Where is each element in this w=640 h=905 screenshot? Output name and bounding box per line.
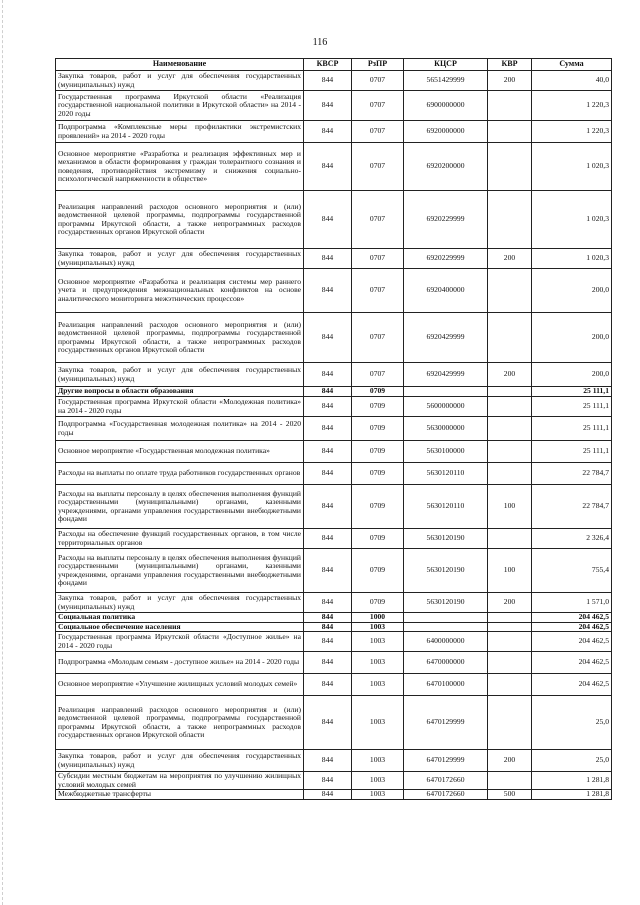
cell-sum: 204 462,5 bbox=[532, 613, 612, 623]
cell-kvsr: 844 bbox=[304, 485, 352, 529]
cell-rzpr: 0707 bbox=[352, 313, 404, 363]
cell-kvsr: 844 bbox=[304, 313, 352, 363]
cell-kvsr: 844 bbox=[304, 674, 352, 696]
table-row bbox=[56, 191, 612, 249]
cell-kcsr: 5630000000 bbox=[404, 417, 488, 441]
cell-rzpr: 0709 bbox=[352, 529, 404, 549]
table-row bbox=[56, 463, 612, 485]
cell-kcsr: 6470100000 bbox=[404, 674, 488, 696]
cell-sum: 200,0 bbox=[532, 269, 612, 313]
cell-name: Закупка товаров, работ и услуг для обеспечения государственных (муниципальных) нужд bbox=[56, 249, 304, 269]
cell-sum: 1 281,8 bbox=[532, 790, 612, 800]
cell-kcsr: 6920000000 bbox=[404, 121, 488, 143]
table-row bbox=[56, 696, 612, 750]
cell-name: Основное мероприятие «Разработка и реализация эффективных мер и механизмов в области формирования у граждан толерантного сознания и поведения, противодействия экстремизму и снижения социально-психологической напряженности в обществе» bbox=[56, 143, 304, 191]
cell-kvr bbox=[488, 622, 532, 632]
cell-kvsr: 844 bbox=[304, 249, 352, 269]
cell-rzpr: 1003 bbox=[352, 622, 404, 632]
cell-kvr bbox=[488, 397, 532, 417]
cell-kvr bbox=[488, 463, 532, 485]
header-kcsr: КЦСР bbox=[404, 59, 488, 71]
cell-kvsr: 844 bbox=[304, 622, 352, 632]
cell-kcsr: 5600000000 bbox=[404, 397, 488, 417]
page-number: 116 bbox=[312, 37, 328, 48]
cell-rzpr: 0709 bbox=[352, 549, 404, 593]
cell-sum: 1 020,3 bbox=[532, 191, 612, 249]
table-row bbox=[56, 529, 612, 549]
cell-kvr bbox=[488, 91, 532, 121]
cell-kvsr: 844 bbox=[304, 363, 352, 387]
table-body bbox=[56, 71, 612, 800]
cell-name: Государственная программа Иркутской области «Реализация государственной национальной политики в Иркутской области» на 2014 - 2020 годы bbox=[56, 91, 304, 121]
cell-rzpr: 0707 bbox=[352, 269, 404, 313]
table-row bbox=[56, 622, 612, 632]
cell-sum: 25 111,1 bbox=[532, 417, 612, 441]
cell-kvr bbox=[488, 529, 532, 549]
table-row bbox=[56, 249, 612, 269]
cell-rzpr: 1003 bbox=[352, 652, 404, 674]
cell-sum: 204 462,5 bbox=[532, 674, 612, 696]
cell-kcsr: 5630120190 bbox=[404, 529, 488, 549]
cell-kvr: 500 bbox=[488, 790, 532, 800]
table-header bbox=[56, 59, 612, 71]
cell-kcsr: 6470129999 bbox=[404, 750, 488, 772]
cell-name: Субсидии местным бюджетам на мероприятия по улучшению жилищных условий молодых семей bbox=[56, 772, 304, 790]
table-row bbox=[56, 387, 612, 397]
table-row bbox=[56, 772, 612, 790]
cell-kvr bbox=[488, 121, 532, 143]
cell-kvr bbox=[488, 674, 532, 696]
table-row bbox=[56, 485, 612, 529]
cell-kvsr: 844 bbox=[304, 696, 352, 750]
cell-sum: 200,0 bbox=[532, 363, 612, 387]
table-row bbox=[56, 91, 612, 121]
cell-kvsr: 844 bbox=[304, 529, 352, 549]
cell-sum: 25,0 bbox=[532, 696, 612, 750]
table-row bbox=[56, 790, 612, 800]
cell-name: Подпрограмма «Молодым семьям - доступное жилье» на 2014 - 2020 годы bbox=[56, 652, 304, 674]
cell-name: Реализация направлений расходов основного мероприятия и (или) ведомственной целевой программы, подпрограммы государственной программы Иркутской области, а также непрограммных расходов государственных органов Иркутской области bbox=[56, 696, 304, 750]
cell-kcsr: 6920429999 bbox=[404, 313, 488, 363]
cell-kvr bbox=[488, 191, 532, 249]
cell-kvr: 200 bbox=[488, 750, 532, 772]
cell-rzpr: 0709 bbox=[352, 441, 404, 463]
cell-kcsr: 6470000000 bbox=[404, 652, 488, 674]
table-row bbox=[56, 313, 612, 363]
header-sum: Сумма bbox=[532, 59, 612, 71]
cell-rzpr: 0707 bbox=[352, 71, 404, 91]
cell-kvr bbox=[488, 772, 532, 790]
cell-sum: 22 784,7 bbox=[532, 463, 612, 485]
cell-name: Государственная программа Иркутской области «Молодежная политика» на 2014 - 2020 годы bbox=[56, 397, 304, 417]
cell-rzpr: 0707 bbox=[352, 363, 404, 387]
cell-sum: 204 462,5 bbox=[532, 652, 612, 674]
cell-kvr: 200 bbox=[488, 593, 532, 613]
cell-rzpr: 0709 bbox=[352, 485, 404, 529]
cell-sum: 1 281,8 bbox=[532, 772, 612, 790]
cell-kvsr: 844 bbox=[304, 143, 352, 191]
table-row bbox=[56, 441, 612, 463]
cell-kvsr: 844 bbox=[304, 613, 352, 623]
cell-name: Реализация направлений расходов основного мероприятия и (или) ведомственной целевой программы, подпрограммы государственной программы Иркутской области, а также непрограммных расходов государственных органов Иркутской области bbox=[56, 191, 304, 249]
table-row bbox=[56, 549, 612, 593]
header-name: Наименование bbox=[56, 59, 304, 71]
cell-kcsr: 6470172660 bbox=[404, 790, 488, 800]
cell-kvsr: 844 bbox=[304, 441, 352, 463]
table-row bbox=[56, 143, 612, 191]
cell-sum: 1 220,3 bbox=[532, 91, 612, 121]
cell-kcsr: 5630120110 bbox=[404, 463, 488, 485]
cell-sum: 1 020,3 bbox=[532, 249, 612, 269]
cell-kvr: 200 bbox=[488, 71, 532, 91]
cell-kvr: 100 bbox=[488, 549, 532, 593]
cell-kcsr: 6400000000 bbox=[404, 632, 488, 652]
cell-sum: 1 571,0 bbox=[532, 593, 612, 613]
cell-kcsr: 6900000000 bbox=[404, 91, 488, 121]
header-rzpr: РзПР bbox=[352, 59, 404, 71]
cell-kcsr: 5651429999 bbox=[404, 71, 488, 91]
cell-sum: 40,0 bbox=[532, 71, 612, 91]
table-row bbox=[56, 750, 612, 772]
cell-rzpr: 0707 bbox=[352, 191, 404, 249]
cell-kvsr: 844 bbox=[304, 71, 352, 91]
header-kvsr: КВСР bbox=[304, 59, 352, 71]
table-row bbox=[56, 363, 612, 387]
cell-rzpr: 1000 bbox=[352, 613, 404, 623]
cell-name: Расходы на обеспечение функций государственных органов, в том числе территориальных органов bbox=[56, 529, 304, 549]
cell-name: Государственная программа Иркутской области «Доступное жилье» на 2014 - 2020 годы bbox=[56, 632, 304, 652]
cell-sum: 1 220,3 bbox=[532, 121, 612, 143]
cell-kvr bbox=[488, 696, 532, 750]
cell-name: Расходы на выплаты персоналу в целях обеспечения выполнения функций государственными (муниципальными) органами, казенными учреждениями, органами управления государственными внебюджетными фондами bbox=[56, 549, 304, 593]
cell-name: Расходы на выплаты персоналу в целях обеспечения выполнения функций государственными (муниципальными) органами, казенными учреждениями, органами управления государственными внебюджетными фондами bbox=[56, 485, 304, 529]
cell-rzpr: 0707 bbox=[352, 121, 404, 143]
cell-kcsr: 5630120190 bbox=[404, 549, 488, 593]
cell-kcsr: 6920429999 bbox=[404, 363, 488, 387]
cell-kcsr: 6920400000 bbox=[404, 269, 488, 313]
cell-kvsr: 844 bbox=[304, 632, 352, 652]
cell-kcsr: 6470129999 bbox=[404, 696, 488, 750]
table-row bbox=[56, 593, 612, 613]
cell-rzpr: 1003 bbox=[352, 632, 404, 652]
cell-kvsr: 844 bbox=[304, 417, 352, 441]
cell-rzpr: 0707 bbox=[352, 91, 404, 121]
cell-name: Подпрограмма «Государственная молодежная политика» на 2014 - 2020 годы bbox=[56, 417, 304, 441]
table-row bbox=[56, 71, 612, 91]
cell-kcsr bbox=[404, 622, 488, 632]
cell-name: Основное мероприятие «Государственная молодежная политика» bbox=[56, 441, 304, 463]
cell-name: Закупка товаров, работ и услуг для обеспечения государственных (муниципальных) нужд bbox=[56, 750, 304, 772]
cell-rzpr: 0707 bbox=[352, 249, 404, 269]
cell-rzpr: 0709 bbox=[352, 417, 404, 441]
cell-kvsr: 844 bbox=[304, 652, 352, 674]
cell-name: Другие вопросы в области образования bbox=[56, 387, 304, 397]
cell-kvsr: 844 bbox=[304, 463, 352, 485]
cell-sum: 25,0 bbox=[532, 750, 612, 772]
cell-rzpr: 0709 bbox=[352, 593, 404, 613]
cell-name: Реализация направлений расходов основного мероприятия и (или) ведомственной целевой программы, подпрограммы государственной программы Иркутской области, а также непрограммных расходов государственных органов Иркутской области bbox=[56, 313, 304, 363]
cell-rzpr: 1003 bbox=[352, 790, 404, 800]
budget-table bbox=[55, 58, 612, 800]
cell-sum: 22 784,7 bbox=[532, 485, 612, 529]
cell-rzpr: 0709 bbox=[352, 397, 404, 417]
cell-kvr bbox=[488, 441, 532, 463]
cell-kvsr: 844 bbox=[304, 121, 352, 143]
table-row bbox=[56, 613, 612, 623]
cell-sum: 204 462,5 bbox=[532, 632, 612, 652]
cell-rzpr: 0709 bbox=[352, 387, 404, 397]
cell-kcsr: 5630120190 bbox=[404, 593, 488, 613]
cell-name: Основное мероприятие «Разработка и реализация системы мер раннего учета и предупреждения межнациональных конфликтов на основе аналитического мониторинга межэтнических процессов» bbox=[56, 269, 304, 313]
cell-sum: 204 462,5 bbox=[532, 622, 612, 632]
cell-kvr bbox=[488, 143, 532, 191]
cell-rzpr: 1003 bbox=[352, 696, 404, 750]
cell-sum: 25 111,1 bbox=[532, 387, 612, 397]
cell-kvsr: 844 bbox=[304, 790, 352, 800]
cell-kvsr: 844 bbox=[304, 549, 352, 593]
header-row bbox=[56, 59, 612, 71]
cell-kvr bbox=[488, 269, 532, 313]
cell-rzpr: 0709 bbox=[352, 463, 404, 485]
scan-edge bbox=[2, 0, 4, 905]
cell-kcsr: 6920229999 bbox=[404, 249, 488, 269]
cell-name: Закупка товаров, работ и услуг для обеспечения государственных (муниципальных) нужд bbox=[56, 71, 304, 91]
cell-kvsr: 844 bbox=[304, 91, 352, 121]
cell-name: Социальная политика bbox=[56, 613, 304, 623]
cell-kcsr bbox=[404, 387, 488, 397]
cell-sum: 25 111,1 bbox=[532, 397, 612, 417]
cell-sum: 25 111,1 bbox=[532, 441, 612, 463]
cell-name: Межбюджетные трансферты bbox=[56, 790, 304, 800]
cell-sum: 1 020,3 bbox=[532, 143, 612, 191]
table-row bbox=[56, 417, 612, 441]
cell-kcsr: 5630120110 bbox=[404, 485, 488, 529]
cell-kcsr bbox=[404, 613, 488, 623]
cell-kvsr: 844 bbox=[304, 191, 352, 249]
cell-kcsr: 6470172660 bbox=[404, 772, 488, 790]
cell-kvr bbox=[488, 387, 532, 397]
cell-name: Расходы на выплаты по оплате труда работников государственных органов bbox=[56, 463, 304, 485]
cell-kvsr: 844 bbox=[304, 772, 352, 790]
cell-rzpr: 0707 bbox=[352, 143, 404, 191]
cell-name: Социальное обеспечение населения bbox=[56, 622, 304, 632]
cell-kcsr: 5630100000 bbox=[404, 441, 488, 463]
cell-rzpr: 1003 bbox=[352, 674, 404, 696]
cell-kvsr: 844 bbox=[304, 750, 352, 772]
cell-kvr: 100 bbox=[488, 485, 532, 529]
cell-kvsr: 844 bbox=[304, 397, 352, 417]
table-row bbox=[56, 632, 612, 652]
cell-kvr: 200 bbox=[488, 249, 532, 269]
cell-kvr bbox=[488, 613, 532, 623]
cell-name: Закупка товаров, работ и услуг для обеспечения государственных (муниципальных) нужд bbox=[56, 363, 304, 387]
table-row bbox=[56, 674, 612, 696]
cell-kcsr: 6920200000 bbox=[404, 143, 488, 191]
cell-kvr bbox=[488, 313, 532, 363]
cell-kvsr: 844 bbox=[304, 593, 352, 613]
cell-sum: 755,4 bbox=[532, 549, 612, 593]
cell-kvsr: 844 bbox=[304, 387, 352, 397]
header-kvr: КВР bbox=[488, 59, 532, 71]
cell-name: Закупка товаров, работ и услуг для обеспечения государственных (муниципальных) нужд bbox=[56, 593, 304, 613]
cell-kvr bbox=[488, 632, 532, 652]
cell-kcsr: 6920229999 bbox=[404, 191, 488, 249]
table-row bbox=[56, 121, 612, 143]
cell-rzpr: 1003 bbox=[352, 750, 404, 772]
cell-kvr: 200 bbox=[488, 363, 532, 387]
table-row bbox=[56, 652, 612, 674]
cell-kvr bbox=[488, 652, 532, 674]
cell-kvsr: 844 bbox=[304, 269, 352, 313]
cell-kvr bbox=[488, 417, 532, 441]
cell-name: Подпрограмма «Комплексные меры профилактики экстремистских проявлений» на 2014 - 2020 годы bbox=[56, 121, 304, 143]
table-row bbox=[56, 397, 612, 417]
cell-name: Основное мероприятие «Улучшение жилищных условий молодых семей» bbox=[56, 674, 304, 696]
cell-sum: 200,0 bbox=[532, 313, 612, 363]
table-row bbox=[56, 269, 612, 313]
cell-sum: 2 326,4 bbox=[532, 529, 612, 549]
cell-rzpr: 1003 bbox=[352, 772, 404, 790]
